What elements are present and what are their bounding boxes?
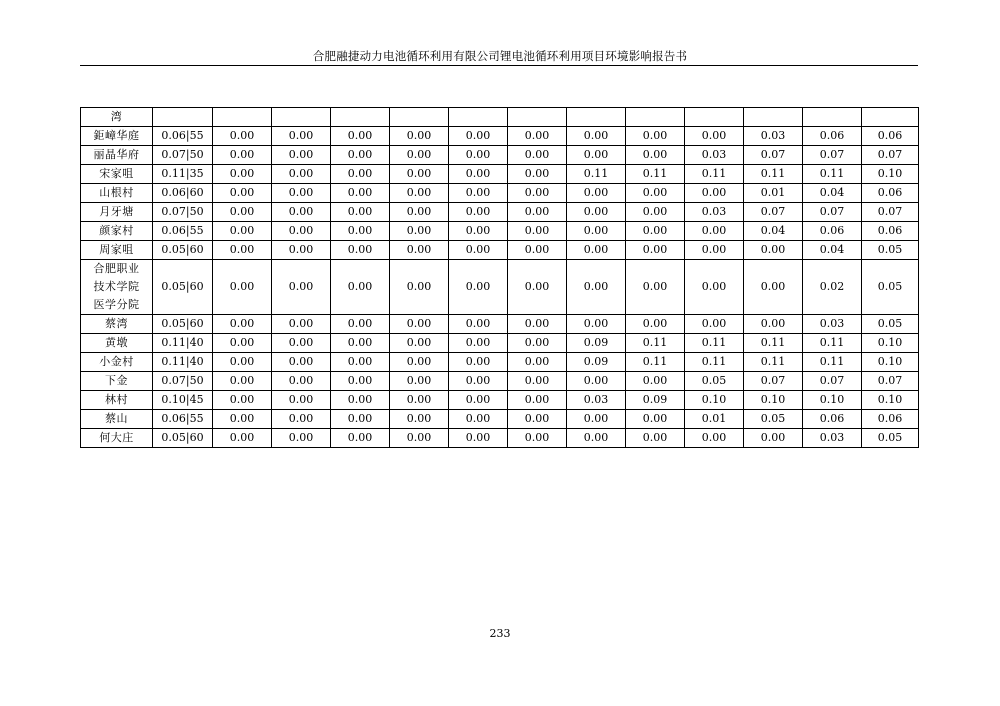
value-cell: 0.00 xyxy=(626,127,685,146)
table-row xyxy=(81,260,919,315)
value-cell: 0.00 xyxy=(626,410,685,429)
value-cell: 0.00 xyxy=(272,146,331,165)
value-cell: 0.00 xyxy=(331,260,390,315)
table-row xyxy=(81,108,919,127)
value-cell: 0.00 xyxy=(390,146,449,165)
value-cell: 0.00 xyxy=(685,127,744,146)
value-cell: 0.03 xyxy=(685,203,744,222)
site-name-line: 医学分院 xyxy=(93,298,140,311)
value-cell: 0.00 xyxy=(390,410,449,429)
value-cell: 0.00 xyxy=(626,146,685,165)
table-row xyxy=(81,146,919,165)
value-cell: 0.00 xyxy=(567,260,626,315)
value-cell xyxy=(567,108,626,127)
table-row xyxy=(81,222,919,241)
value-cell: 0.00 xyxy=(449,410,508,429)
value-cell: 0.03 xyxy=(803,315,862,334)
value-cell: 0.07 xyxy=(803,203,862,222)
value-cell: 0.05 xyxy=(862,315,919,334)
value-cell: 0.11 xyxy=(626,353,685,372)
value-cell: 0.00 xyxy=(390,165,449,184)
site-name-cell: 鉅嶂华庭 xyxy=(81,127,153,146)
value-cell: 0.00 xyxy=(449,222,508,241)
value-cell: 0.00 xyxy=(213,146,272,165)
value-cell: 0.00 xyxy=(331,334,390,353)
value-cell: 0.10 xyxy=(862,391,919,410)
value-cell: 0.00 xyxy=(508,241,567,260)
value-cell xyxy=(449,108,508,127)
site-name-cell: 小金村 xyxy=(81,353,153,372)
value-cell: 0.00 xyxy=(272,315,331,334)
value-cell: 0.00 xyxy=(272,334,331,353)
max-value-cell: 0.06|55 xyxy=(153,410,213,429)
value-cell: 0.00 xyxy=(449,146,508,165)
value-cell: 0.00 xyxy=(449,260,508,315)
max-value-cell: 0.05|60 xyxy=(153,315,213,334)
value-cell: 0.07 xyxy=(862,203,919,222)
value-cell: 0.00 xyxy=(567,184,626,203)
table-row xyxy=(81,165,919,184)
value-cell: 0.11 xyxy=(744,165,803,184)
value-cell: 0.11 xyxy=(685,165,744,184)
value-cell: 0.00 xyxy=(626,429,685,448)
table-row xyxy=(81,391,919,410)
value-cell xyxy=(272,108,331,127)
value-cell: 0.00 xyxy=(449,315,508,334)
value-cell: 0.00 xyxy=(331,165,390,184)
value-cell: 0.00 xyxy=(508,222,567,241)
value-cell: 0.06 xyxy=(803,222,862,241)
value-cell: 0.00 xyxy=(272,260,331,315)
value-cell: 0.00 xyxy=(213,429,272,448)
value-cell: 0.00 xyxy=(744,260,803,315)
table-row xyxy=(81,184,919,203)
value-cell: 0.05 xyxy=(685,372,744,391)
value-cell: 0.11 xyxy=(626,165,685,184)
value-cell: 0.00 xyxy=(449,241,508,260)
table-row xyxy=(81,410,919,429)
value-cell: 0.00 xyxy=(626,315,685,334)
site-name-cell: 何大庄 xyxy=(81,429,153,448)
value-cell: 0.04 xyxy=(744,222,803,241)
site-name-cell: 宋家咀 xyxy=(81,165,153,184)
value-cell: 0.00 xyxy=(390,353,449,372)
value-cell: 0.00 xyxy=(331,146,390,165)
value-cell: 0.05 xyxy=(862,260,919,315)
table-row xyxy=(81,334,919,353)
value-cell: 0.10 xyxy=(803,391,862,410)
value-cell: 0.03 xyxy=(685,146,744,165)
value-cell: 0.07 xyxy=(862,146,919,165)
value-cell: 0.00 xyxy=(508,391,567,410)
site-name-cell: 丽晶华府 xyxy=(81,146,153,165)
value-cell: 0.00 xyxy=(213,353,272,372)
value-cell: 0.00 xyxy=(508,429,567,448)
document-header-title: 合肥融捷动力电池循环利用有限公司锂电池循环利用项目环境影响报告书 xyxy=(312,49,688,63)
table-row xyxy=(81,353,919,372)
value-cell: 0.10 xyxy=(862,353,919,372)
value-cell: 0.00 xyxy=(508,410,567,429)
value-cell: 0.00 xyxy=(626,260,685,315)
value-cell: 0.00 xyxy=(272,353,331,372)
value-cell: 0.00 xyxy=(449,334,508,353)
value-cell: 0.10 xyxy=(685,391,744,410)
value-cell: 0.00 xyxy=(685,222,744,241)
site-name-cell: 周家咀 xyxy=(81,241,153,260)
value-cell: 0.00 xyxy=(213,184,272,203)
value-cell: 0.00 xyxy=(213,334,272,353)
value-cell: 0.00 xyxy=(213,260,272,315)
value-cell: 0.00 xyxy=(567,410,626,429)
value-cell: 0.00 xyxy=(390,241,449,260)
value-cell: 0.00 xyxy=(390,391,449,410)
value-cell: 0.00 xyxy=(744,241,803,260)
max-value-cell: 0.07|50 xyxy=(153,146,213,165)
value-cell: 0.00 xyxy=(331,241,390,260)
value-cell: 0.00 xyxy=(331,222,390,241)
value-cell: 0.00 xyxy=(508,184,567,203)
value-cell: 0.00 xyxy=(449,127,508,146)
value-cell: 0.00 xyxy=(331,127,390,146)
value-cell xyxy=(803,108,862,127)
value-cell: 0.05 xyxy=(862,241,919,260)
value-cell: 0.00 xyxy=(508,334,567,353)
value-cell: 0.00 xyxy=(449,391,508,410)
value-cell: 0.00 xyxy=(213,222,272,241)
value-cell: 0.11 xyxy=(567,165,626,184)
value-cell: 0.00 xyxy=(508,372,567,391)
value-cell: 0.07 xyxy=(803,372,862,391)
value-cell: 0.00 xyxy=(508,127,567,146)
max-value-cell: 0.06|55 xyxy=(153,222,213,241)
value-cell: 0.00 xyxy=(626,184,685,203)
value-cell: 0.05 xyxy=(862,429,919,448)
table-row xyxy=(81,372,919,391)
value-cell xyxy=(508,108,567,127)
value-cell: 0.00 xyxy=(390,222,449,241)
value-cell xyxy=(685,108,744,127)
value-cell: 0.01 xyxy=(685,410,744,429)
value-cell: 0.00 xyxy=(449,372,508,391)
value-cell: 0.05 xyxy=(744,410,803,429)
value-cell: 0.00 xyxy=(272,429,331,448)
value-cell: 0.00 xyxy=(685,260,744,315)
value-cell: 0.00 xyxy=(213,315,272,334)
value-cell: 0.00 xyxy=(390,372,449,391)
value-cell: 0.00 xyxy=(331,391,390,410)
page-number: 233 xyxy=(489,627,511,640)
value-cell: 0.00 xyxy=(390,334,449,353)
value-cell: 0.00 xyxy=(331,429,390,448)
value-cell: 0.06 xyxy=(803,410,862,429)
value-cell: 0.00 xyxy=(272,222,331,241)
site-name-cell: 蔡山 xyxy=(81,410,153,429)
value-cell: 0.07 xyxy=(862,372,919,391)
site-name-cell: 湾 xyxy=(81,108,153,127)
value-cell: 0.00 xyxy=(331,184,390,203)
value-cell: 0.00 xyxy=(626,372,685,391)
site-name-cell: 下金 xyxy=(81,372,153,391)
site-name-cell xyxy=(81,260,153,315)
value-cell: 0.04 xyxy=(803,241,862,260)
value-cell: 0.00 xyxy=(390,184,449,203)
value-cell: 0.00 xyxy=(272,372,331,391)
value-cell: 0.00 xyxy=(567,241,626,260)
value-cell: 0.00 xyxy=(331,372,390,391)
max-value-cell: 0.05|60 xyxy=(153,260,213,315)
table-row xyxy=(81,203,919,222)
value-cell: 0.00 xyxy=(272,241,331,260)
site-name-cell: 蔡湾 xyxy=(81,315,153,334)
max-value-cell: 0.11|40 xyxy=(153,334,213,353)
value-cell: 0.00 xyxy=(331,203,390,222)
value-cell: 0.00 xyxy=(213,372,272,391)
value-cell: 0.11 xyxy=(626,334,685,353)
value-cell: 0.00 xyxy=(331,353,390,372)
value-cell: 0.00 xyxy=(449,165,508,184)
max-value-cell: 0.07|50 xyxy=(153,372,213,391)
value-cell xyxy=(390,108,449,127)
site-name-cell: 林村 xyxy=(81,391,153,410)
value-cell: 0.11 xyxy=(744,353,803,372)
value-cell: 0.06 xyxy=(862,410,919,429)
max-value-cell: 0.06|60 xyxy=(153,184,213,203)
site-name-line: 合肥职业 xyxy=(93,262,140,275)
value-cell: 0.11 xyxy=(803,334,862,353)
max-value-cell: 0.11|35 xyxy=(153,165,213,184)
value-cell: 0.06 xyxy=(862,127,919,146)
value-cell xyxy=(213,108,272,127)
table-row xyxy=(81,429,919,448)
value-cell xyxy=(331,108,390,127)
value-cell: 0.10 xyxy=(862,334,919,353)
value-cell: 0.04 xyxy=(803,184,862,203)
value-cell: 0.00 xyxy=(390,315,449,334)
value-cell: 0.00 xyxy=(685,429,744,448)
value-cell: 0.06 xyxy=(803,127,862,146)
value-cell: 0.00 xyxy=(626,222,685,241)
site-name-cell: 颜家村 xyxy=(81,222,153,241)
value-cell: 0.03 xyxy=(744,127,803,146)
value-cell: 0.09 xyxy=(567,353,626,372)
value-cell: 0.00 xyxy=(449,353,508,372)
value-cell: 0.00 xyxy=(685,315,744,334)
value-cell: 0.02 xyxy=(803,260,862,315)
value-cell: 0.11 xyxy=(803,353,862,372)
max-value-cell: 0.05|60 xyxy=(153,241,213,260)
site-name-line: 技术学院 xyxy=(93,280,140,293)
value-cell: 0.11 xyxy=(685,353,744,372)
concentration-table xyxy=(80,107,919,448)
value-cell: 0.00 xyxy=(272,165,331,184)
value-cell: 0.00 xyxy=(272,184,331,203)
value-cell xyxy=(626,108,685,127)
value-cell: 0.00 xyxy=(213,391,272,410)
value-cell xyxy=(862,108,919,127)
value-cell: 0.07 xyxy=(803,146,862,165)
value-cell: 0.11 xyxy=(803,165,862,184)
value-cell: 0.00 xyxy=(567,127,626,146)
value-cell: 0.00 xyxy=(213,241,272,260)
value-cell: 0.00 xyxy=(567,203,626,222)
value-cell: 0.06 xyxy=(862,184,919,203)
value-cell: 0.06 xyxy=(862,222,919,241)
table-body xyxy=(81,108,919,448)
max-value-cell xyxy=(153,108,213,127)
value-cell: 0.00 xyxy=(272,391,331,410)
table-row xyxy=(81,241,919,260)
value-cell: 0.00 xyxy=(685,184,744,203)
value-cell: 0.00 xyxy=(685,241,744,260)
site-name-cell: 黄墩 xyxy=(81,334,153,353)
max-value-cell: 0.07|50 xyxy=(153,203,213,222)
site-name-cell: 月牙塘 xyxy=(81,203,153,222)
table-row xyxy=(81,127,919,146)
value-cell: 0.07 xyxy=(744,203,803,222)
value-cell: 0.10 xyxy=(744,391,803,410)
value-cell: 0.00 xyxy=(567,372,626,391)
value-cell: 0.00 xyxy=(508,165,567,184)
value-cell: 0.00 xyxy=(508,146,567,165)
value-cell: 0.11 xyxy=(685,334,744,353)
value-cell: 0.00 xyxy=(449,184,508,203)
max-value-cell: 0.10|45 xyxy=(153,391,213,410)
header-rule xyxy=(80,65,918,66)
value-cell: 0.00 xyxy=(508,260,567,315)
value-cell: 0.10 xyxy=(862,165,919,184)
value-cell xyxy=(744,108,803,127)
site-name-cell: 山根村 xyxy=(81,184,153,203)
max-value-cell: 0.05|60 xyxy=(153,429,213,448)
value-cell: 0.00 xyxy=(508,353,567,372)
value-cell: 0.00 xyxy=(390,260,449,315)
value-cell: 0.00 xyxy=(508,315,567,334)
value-cell: 0.09 xyxy=(626,391,685,410)
value-cell: 0.01 xyxy=(744,184,803,203)
max-value-cell: 0.06|55 xyxy=(153,127,213,146)
value-cell: 0.00 xyxy=(272,410,331,429)
value-cell: 0.09 xyxy=(567,334,626,353)
max-value-cell: 0.11|40 xyxy=(153,353,213,372)
value-cell: 0.00 xyxy=(567,146,626,165)
table-row xyxy=(81,315,919,334)
value-cell: 0.00 xyxy=(213,410,272,429)
value-cell: 0.00 xyxy=(744,429,803,448)
value-cell: 0.00 xyxy=(390,127,449,146)
value-cell: 0.00 xyxy=(449,429,508,448)
value-cell: 0.00 xyxy=(331,315,390,334)
value-cell: 0.03 xyxy=(567,391,626,410)
value-cell: 0.07 xyxy=(744,146,803,165)
value-cell: 0.03 xyxy=(803,429,862,448)
value-cell: 0.00 xyxy=(213,203,272,222)
value-cell: 0.00 xyxy=(272,203,331,222)
value-cell: 0.00 xyxy=(213,127,272,146)
value-cell: 0.00 xyxy=(744,315,803,334)
value-cell: 0.00 xyxy=(626,203,685,222)
value-cell: 0.00 xyxy=(567,222,626,241)
value-cell: 0.00 xyxy=(390,203,449,222)
value-cell: 0.00 xyxy=(331,410,390,429)
value-cell: 0.07 xyxy=(744,372,803,391)
value-cell: 0.00 xyxy=(390,429,449,448)
value-cell: 0.00 xyxy=(567,315,626,334)
value-cell: 0.00 xyxy=(449,203,508,222)
value-cell: 0.00 xyxy=(213,165,272,184)
value-cell: 0.00 xyxy=(567,429,626,448)
value-cell: 0.11 xyxy=(744,334,803,353)
value-cell: 0.00 xyxy=(272,127,331,146)
value-cell: 0.00 xyxy=(508,203,567,222)
value-cell: 0.00 xyxy=(626,241,685,260)
